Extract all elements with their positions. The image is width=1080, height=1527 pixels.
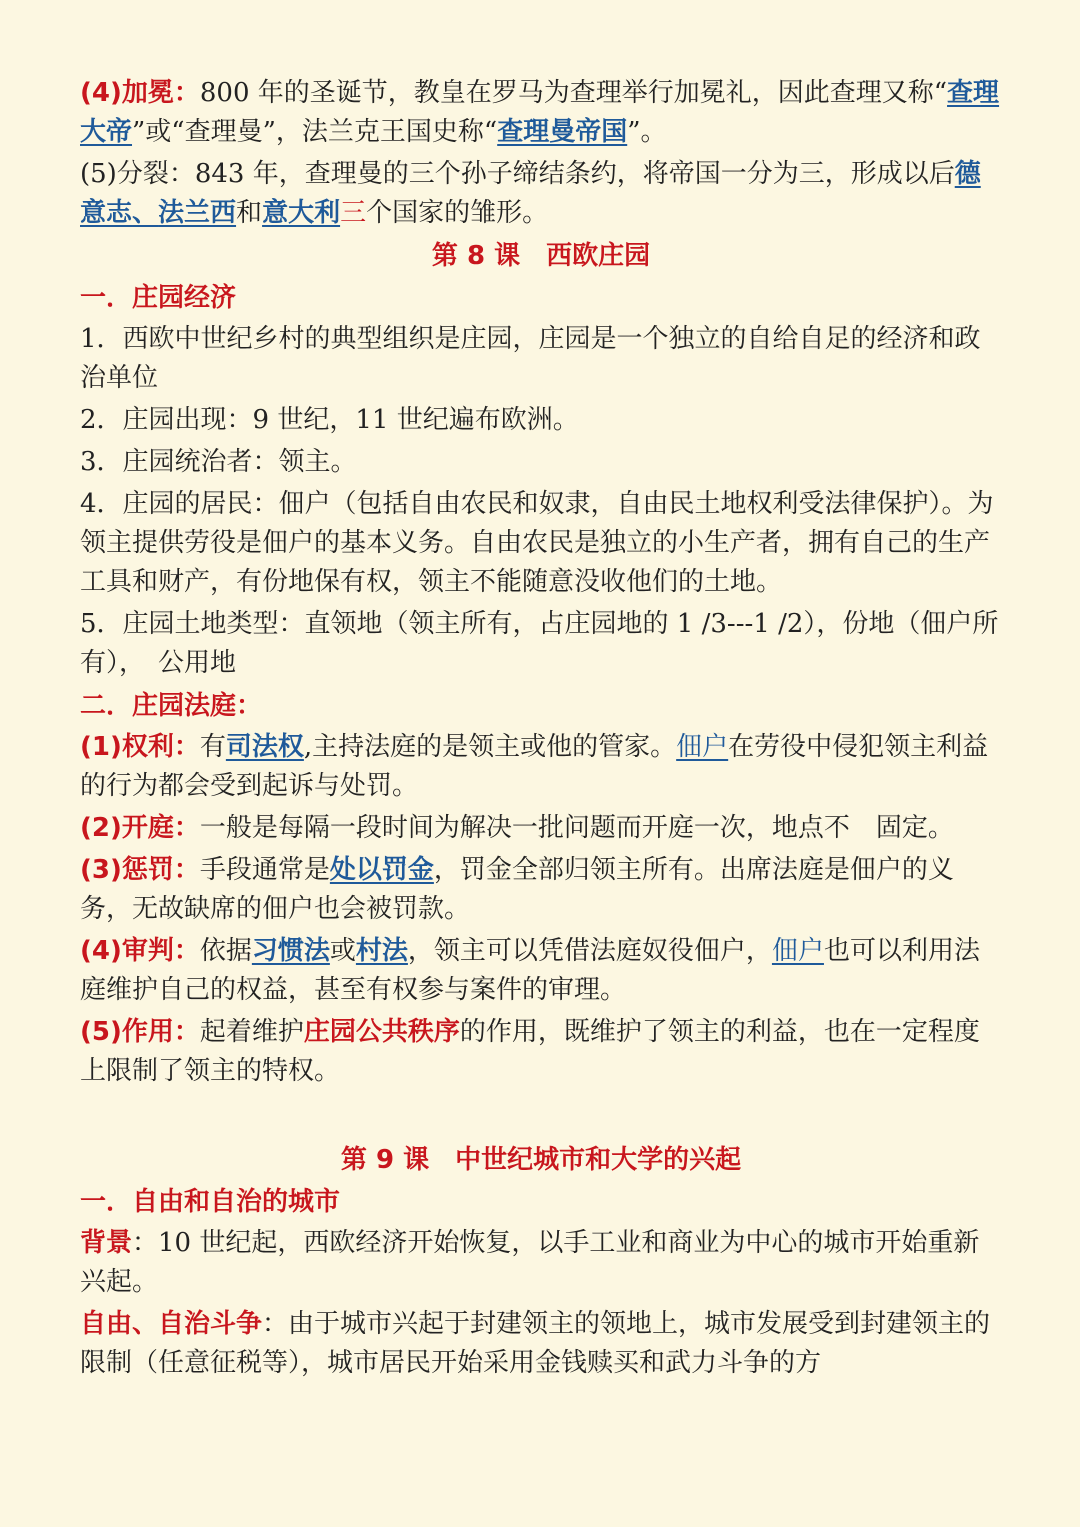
court-punishment (80, 851, 1002, 929)
link-tenant[interactable]: 佃户 (676, 732, 729, 762)
court-function-text-1: 起着维护 (199, 1017, 304, 1047)
court-session (80, 809, 1002, 848)
cities-background-text: ：10 世纪起，西欧经济开始恢复，以手工业和商业为中心的城市开始重新兴起。 (80, 1228, 980, 1297)
court-rights-text-3: 在劳役中侵犯领主利益的行为都会受到起诉与处罚。 (80, 732, 989, 801)
cities-background-label: 背景 (80, 1228, 133, 1258)
court-punishment-label: (3)惩罚： (80, 855, 200, 885)
section-free-cities: 一．自由和自治的城市 (80, 1187, 341, 1217)
link-tenant-2[interactable]: 佃户 (771, 936, 824, 966)
court-trial-text-1: 依据 (199, 936, 252, 966)
court-function-text-2: 的作用，既维护了领主的利益，也在一定程度上限制了领主的特权。 (80, 1017, 980, 1086)
court-trial-text-4: 也可以利用法庭维护自己的权益，甚至有权参与案件的审理。 (80, 936, 980, 1005)
court-punishment-text-1: 手段通常是 (199, 855, 330, 885)
coronation-text-2: ”或“查理曼”，法兰克王国史称“ (132, 117, 498, 147)
court-rights (80, 728, 1002, 806)
manor-item-4: 4．庄园的居民：佃户（包括自由农民和奴隶，自由民土地权利受法律保护）。为领主提供劳役是佃户的基本义务。自由农民是独立的小生产者，拥有自己的生产工具和财产，有份地保有权，领主不能随意没收他们的土地。 (80, 489, 994, 597)
coronation-text-1: 800 年的圣诞节，教皇在罗马为查理举行加冕礼，因此查理又称“ (199, 78, 948, 108)
cities-struggle-text: ：由于城市兴起于封建领主的领地上，城市发展受到封建领主的限制（任意征税等），城市居民开始采用金钱赎买和武力斗争的方 (80, 1309, 991, 1378)
court-rights-text-1: 有 (199, 732, 226, 762)
court-trial-text-3: ，领主可以凭借法庭奴役佃户， (407, 936, 772, 966)
section-manor-economy: 一．庄园经济 (80, 283, 237, 313)
link-france[interactable]: 法兰西 (158, 198, 237, 228)
division-red-three: 三 (340, 198, 367, 228)
court-trial-text-2: 或 (329, 936, 356, 966)
division-text-1: (5)分裂：843 年，查理曼的三个孙子缔结条约，将帝国一分为三，形成以后 (80, 159, 955, 189)
court-rights-label: (1)权利： (80, 732, 200, 762)
division-text-3: 个国家的雏形。 (366, 198, 549, 228)
link-judicial-power[interactable]: 司法权 (225, 732, 304, 762)
link-germany[interactable]: 德意志 (80, 159, 981, 228)
division-text-2: 和 (236, 198, 263, 228)
manor-item-2: 2．庄园出现：9 世纪，11 世纪遍布欧洲。 (80, 405, 579, 435)
cities-struggle (80, 1305, 1002, 1383)
court-rights-text-2: ,主持法庭的是领主或他的管家。 (303, 732, 677, 762)
link-charles-the-great[interactable]: 查理大帝 (80, 78, 1000, 147)
cities-background (80, 1224, 1002, 1302)
coronation-text-3: ”。 (627, 117, 667, 147)
paragraph-coronation (80, 74, 1002, 152)
division-separator: 、 (132, 198, 159, 228)
court-session-label: (2)开庭： (80, 813, 200, 843)
paragraph-division (80, 155, 1002, 233)
court-function-highlight: 庄园公共秩序 (303, 1017, 460, 1047)
court-function-label: (5)作用： (80, 1017, 200, 1047)
coronation-label: (4)加冕： (80, 78, 200, 108)
link-fine[interactable]: 处以罚金 (329, 855, 434, 885)
court-function (80, 1013, 1002, 1091)
manor-item-5: 5．庄园土地类型：直领地（领主所有，占庄园地的 1 /3---1 /2），份地（佃户所有）， 公用地 (80, 609, 999, 678)
link-italy[interactable]: 意大利 (262, 198, 341, 228)
lesson-9-title: 第 9 课 中世纪城市和大学的兴起 (340, 1145, 742, 1175)
link-customary-law[interactable]: 习惯法 (251, 936, 330, 966)
manor-item-3: 3．庄园统治者：领主。 (80, 447, 357, 477)
lesson-8-title: 第 8 课 西欧庄园 (431, 241, 651, 271)
court-trial (80, 932, 1002, 1010)
cities-struggle-label: 自由、自治斗争 (80, 1309, 263, 1339)
section-spacer (80, 1094, 1002, 1138)
section-manor-court: 二．庄园法庭： (80, 691, 263, 721)
manor-item-1: 1．西欧中世纪乡村的典型组织是庄园，庄园是一个独立的自给自足的经济和政治单位 (80, 324, 981, 393)
court-trial-label: (4)审判： (80, 936, 200, 966)
court-session-text: 一般是每隔一段时间为解决一批问题而开庭一次，地点不 固定。 (199, 813, 954, 843)
link-carolingian-empire[interactable]: 查理曼帝国 (497, 117, 628, 147)
link-village-law[interactable]: 村法 (355, 936, 408, 966)
court-punishment-text-2: ，罚金全部归领主所有。出席法庭是佃户的义务，无故缺席的佃户也会被罚款。 (80, 855, 954, 924)
